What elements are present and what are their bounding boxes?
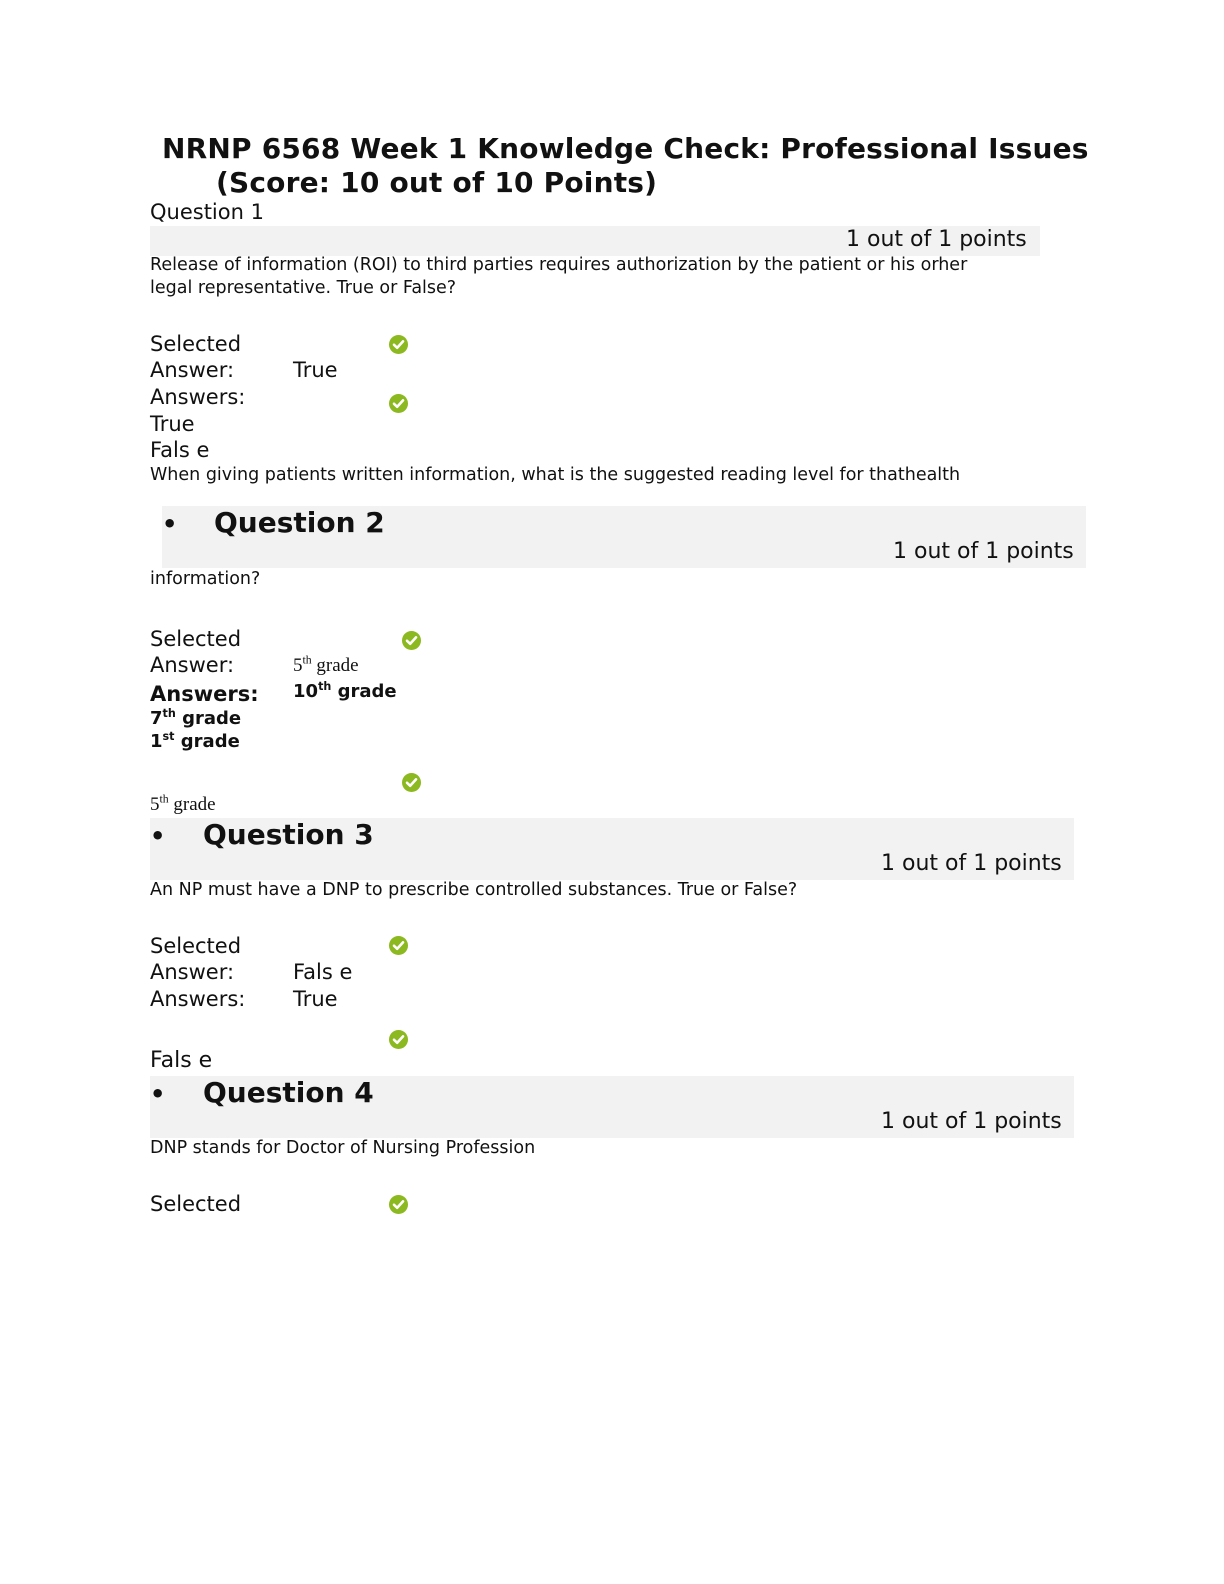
question-1-heading: Question 1: [150, 200, 264, 224]
question-3-heading: Question 3: [203, 818, 374, 851]
question-4-points: 1 out of 1 points: [881, 1109, 1062, 1134]
question-2-option: 10th grade: [293, 680, 397, 702]
check-circle-icon: [389, 936, 408, 955]
page-title: NRNP 6568 Week 1 Knowledge Check: Professional Issues: [162, 132, 1089, 165]
question-2-selected-answer: 5th grade: [293, 653, 359, 676]
question-3-answers-label: Answers:: [150, 987, 246, 1011]
question-3-text: An NP must have a DNP to prescribe controlled substances. True or False?: [150, 880, 798, 900]
question-2-heading: Question 2: [214, 506, 385, 539]
question-2-points: 1 out of 1 points: [893, 539, 1074, 564]
question-3-selected-answer: Fals e: [293, 960, 353, 984]
question-1-answers-label: Answers:: [150, 385, 246, 409]
question-2-answers-label: Answers:: [150, 682, 259, 706]
score-title: (Score: 10 out of 10 Points): [216, 166, 658, 199]
question-2-selected-label: Selected: [150, 627, 242, 651]
question-2-option: 7th grade: [150, 707, 242, 729]
question-2-text-line2: information?: [150, 569, 261, 589]
question-3-option: True: [293, 987, 338, 1011]
question-1-answer-label: Answer:: [150, 358, 235, 382]
check-circle-icon: [389, 335, 408, 354]
check-circle-icon: [389, 394, 408, 413]
question-2-text-line1: When giving patients written information, what is the suggested reading level for thathealth: [150, 465, 961, 485]
question-3-points: 1 out of 1 points: [881, 851, 1062, 876]
question-1-selected-answer: True: [293, 358, 338, 382]
question-1-option: Fals e: [150, 438, 210, 462]
bullet: •: [150, 822, 166, 850]
question-4-text: DNP stands for Doctor of Nursing Profession: [150, 1138, 536, 1158]
question-1-text-line2: legal representative. True or False?: [150, 278, 457, 298]
question-2-option: 1st grade: [150, 730, 240, 752]
check-circle-icon: [389, 1195, 408, 1214]
check-circle-icon: [402, 773, 421, 792]
question-3-answer-label: Answer:: [150, 960, 235, 984]
question-3-option: Fals e: [150, 1048, 213, 1073]
question-1-text-line1: Release of information (ROI) to third parties requires authorization by the patient or his orher: [150, 255, 968, 275]
check-circle-icon: [402, 631, 421, 650]
question-4-selected-label: Selected: [150, 1192, 242, 1216]
bullet: •: [150, 1080, 166, 1108]
question-1-selected-label: Selected: [150, 332, 242, 356]
question-4-heading: Question 4: [203, 1076, 374, 1109]
check-circle-icon: [389, 1030, 408, 1049]
question-1-option: True: [150, 412, 195, 436]
question-3-selected-label: Selected: [150, 934, 242, 958]
question-2-option: 5th grade: [150, 792, 216, 815]
question-2-answer-label: Answer:: [150, 653, 235, 677]
question-1-points: 1 out of 1 points: [846, 227, 1027, 252]
bullet: •: [162, 510, 178, 538]
